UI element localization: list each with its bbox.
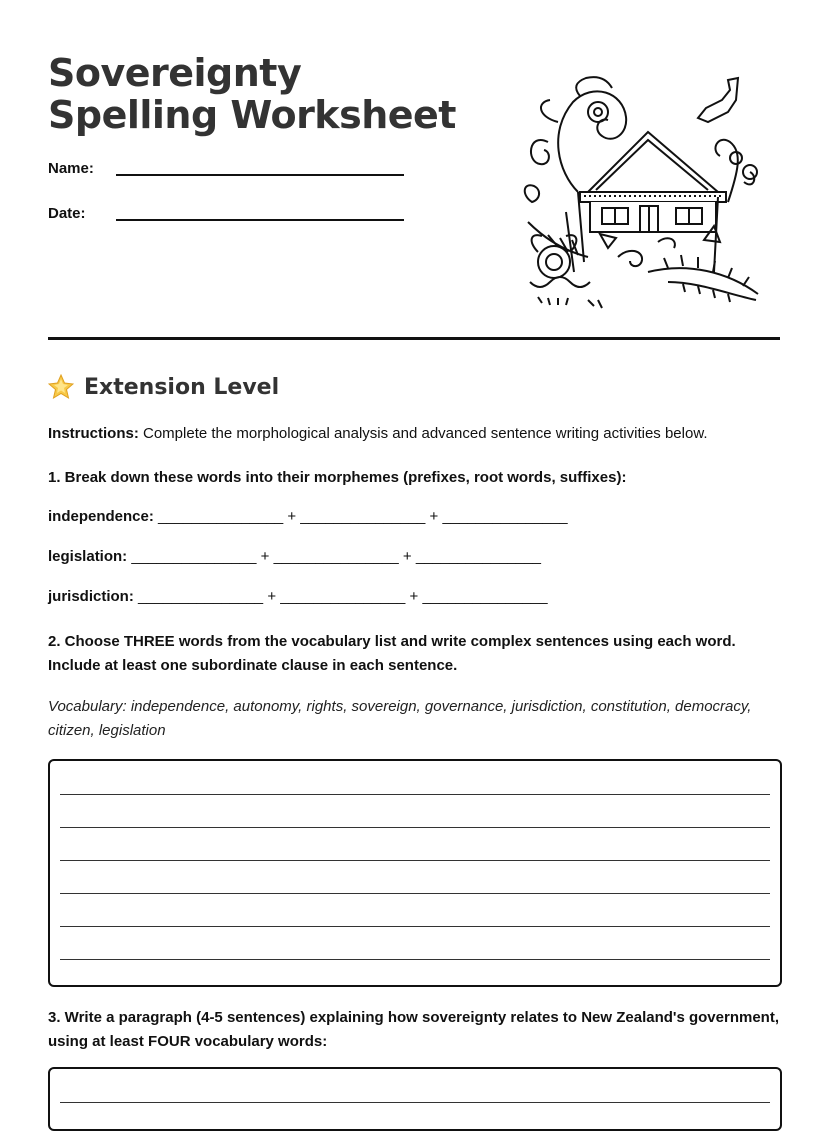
header-divider bbox=[48, 337, 780, 340]
instructions-text: Complete the morphological analysis and advanced sentence writing activities below. bbox=[138, 425, 708, 442]
writing-line[interactable] bbox=[60, 926, 770, 927]
morpheme-word: legislation: bbox=[48, 548, 128, 565]
morpheme-word: independence: bbox=[48, 508, 154, 525]
writing-line[interactable] bbox=[60, 794, 770, 795]
writing-line[interactable] bbox=[60, 959, 770, 960]
morpheme-word: jurisdiction: bbox=[48, 588, 134, 605]
writing-line[interactable] bbox=[60, 860, 770, 861]
name-field[interactable] bbox=[48, 160, 94, 177]
instructions bbox=[48, 422, 780, 446]
vocabulary-list: Vocabulary: independence, autonomy, rights, sovereign, governance, jurisdiction, constitution, democracy, citizen, legislation bbox=[48, 698, 752, 739]
name-writing-line[interactable] bbox=[116, 174, 404, 176]
star-icon bbox=[48, 374, 74, 400]
paragraph-writing-box[interactable] bbox=[48, 1067, 782, 1131]
instructions-label: Instructions: bbox=[48, 425, 139, 442]
question-2-prompt: 2. Choose THREE words from the vocabulary list and write complex sentences using each word. Include at least one subordinate clause in each sentence. bbox=[48, 633, 736, 674]
morpheme-blanks[interactable]: _______________ + _______________ + _______________ bbox=[138, 588, 548, 605]
name-label: Name: bbox=[48, 160, 94, 177]
morpheme-item-jurisdiction[interactable] bbox=[48, 588, 548, 605]
writing-line[interactable] bbox=[60, 827, 770, 828]
question-1-prompt: 1. Break down these words into their morphemes (prefixes, root words, suffixes): bbox=[48, 469, 627, 486]
date-label: Date: bbox=[48, 205, 86, 222]
wharenui-illustration bbox=[518, 72, 763, 312]
worksheet-page bbox=[48, 0, 780, 1118]
writing-line[interactable] bbox=[60, 893, 770, 894]
worksheet-title: Sovereignty Spelling Worksheet bbox=[48, 51, 456, 137]
date-writing-line[interactable] bbox=[116, 219, 404, 221]
morpheme-blanks[interactable]: _______________ + _______________ + _______________ bbox=[131, 548, 541, 565]
section-heading bbox=[48, 374, 279, 400]
writing-line[interactable] bbox=[60, 1102, 770, 1103]
morpheme-blanks[interactable]: _______________ + _______________ + _______________ bbox=[158, 508, 568, 525]
morpheme-item-independence[interactable] bbox=[48, 508, 568, 525]
date-field[interactable] bbox=[48, 205, 86, 222]
morpheme-item-legislation[interactable] bbox=[48, 548, 541, 565]
question-3-prompt: 3. Write a paragraph (4-5 sentences) explaining how sovereignty relates to New Zealand's government, using at least FOUR vocabulary words: bbox=[48, 1009, 780, 1050]
section-heading-text: Extension Level bbox=[84, 374, 280, 400]
sentence-writing-box[interactable] bbox=[48, 759, 782, 987]
